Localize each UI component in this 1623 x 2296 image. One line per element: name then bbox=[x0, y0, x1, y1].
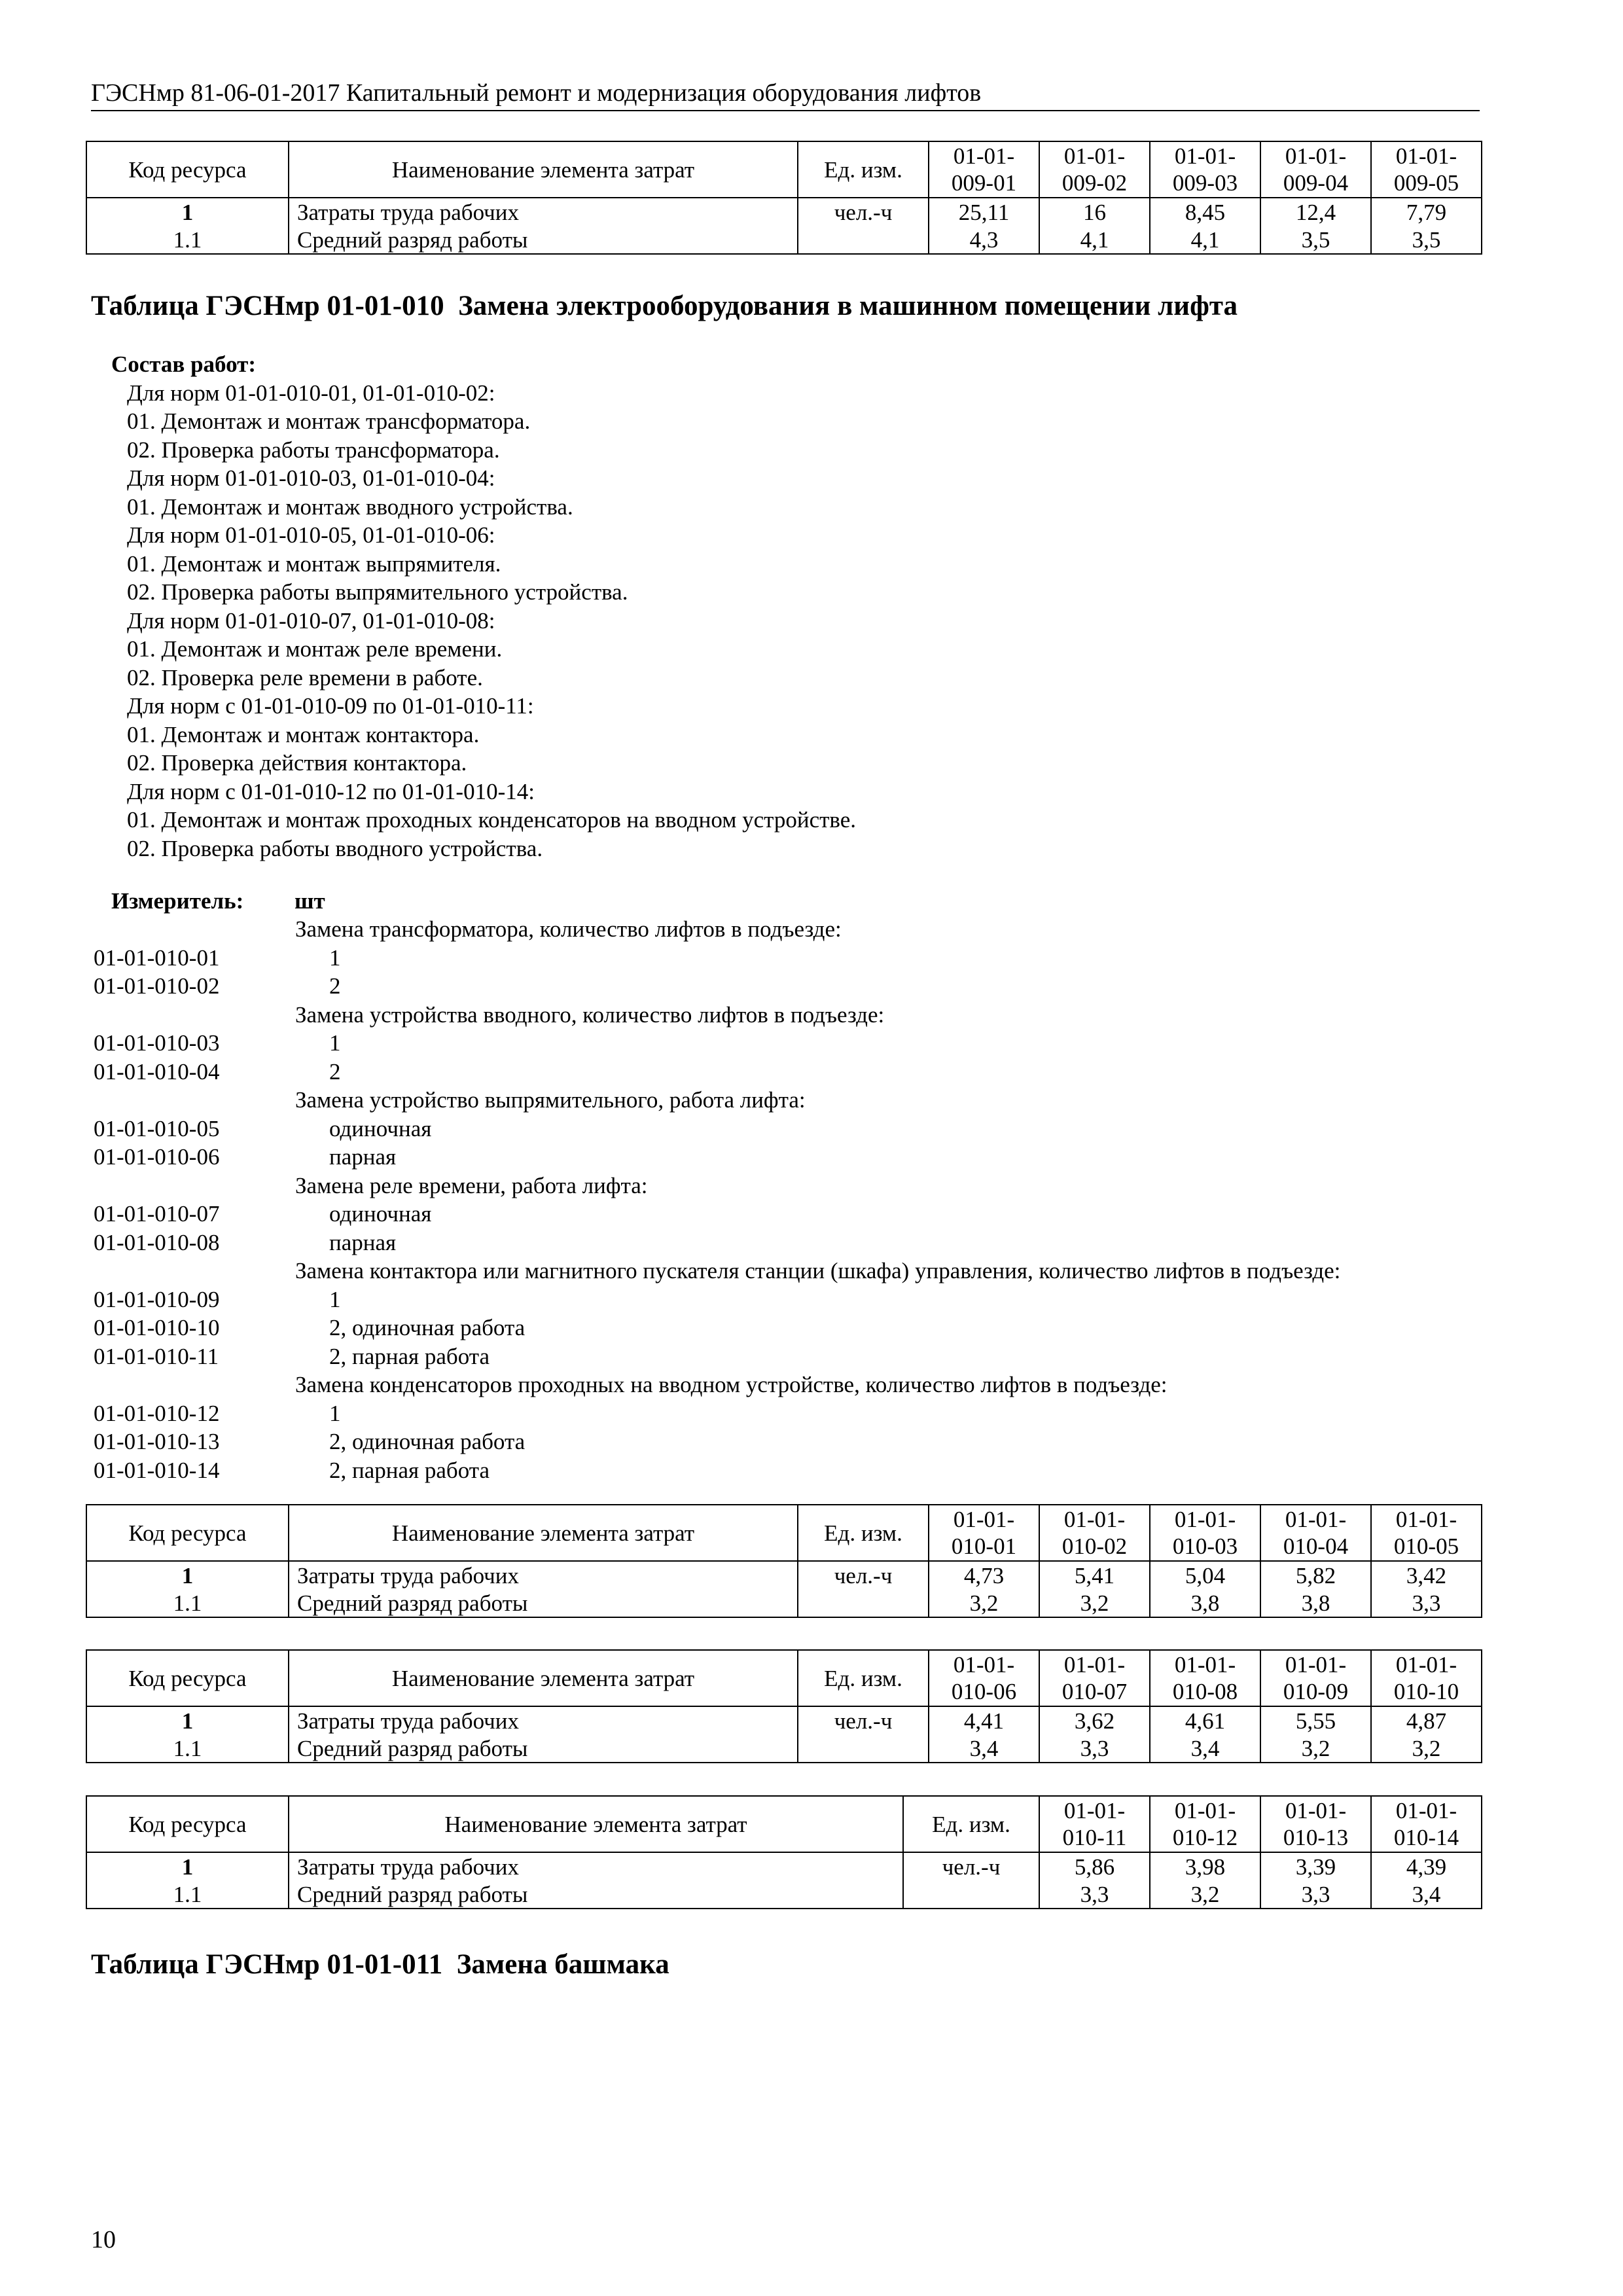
meter-row bbox=[94, 1456, 1468, 1485]
value-cell: 3,4 bbox=[1150, 1734, 1260, 1763]
work-composition-label: Состав работ: bbox=[111, 351, 256, 377]
norm-code: 01-01-010-08 bbox=[94, 1229, 220, 1255]
col-unit-header: Ед. изм. bbox=[798, 1505, 929, 1561]
value-cell: 5,04 bbox=[1150, 1561, 1260, 1589]
meter-row bbox=[94, 1001, 1468, 1030]
norm-parameter: 2, одиночная работа bbox=[329, 1429, 526, 1454]
col-norm-header: 01-01- 009-03 bbox=[1150, 141, 1260, 198]
value-cell: 3,5 bbox=[1371, 226, 1482, 254]
norm-code: 01-01-010-02 bbox=[94, 973, 220, 999]
resource-code: 1.1 bbox=[86, 226, 289, 254]
norm-parameter: 1 bbox=[329, 1030, 341, 1056]
col-norm-header: 01-01- 010-11 bbox=[1039, 1796, 1150, 1852]
value-cell: 5,82 bbox=[1260, 1561, 1371, 1589]
work-line: Для норм 01-01-010-07, 01-01-010-08: bbox=[127, 607, 495, 634]
value-cell: 12,4 bbox=[1260, 198, 1371, 226]
col-norm-header: 01-01- 010-10 bbox=[1371, 1650, 1482, 1706]
col-unit-header: Ед. изм. bbox=[798, 1650, 929, 1706]
col-norm-header: 01-01- 010-01 bbox=[929, 1505, 1039, 1561]
work-line: 02. Проверка действия контактора. bbox=[127, 750, 467, 776]
resource-name: Затраты труда рабочих bbox=[289, 1561, 798, 1589]
work-line: Для норм 01-01-010-03, 01-01-010-04: bbox=[127, 465, 495, 491]
meter-heading bbox=[111, 887, 325, 916]
col-norm-header: 01-01- 010-05 bbox=[1371, 1505, 1482, 1561]
meter-row bbox=[94, 1342, 1468, 1371]
resource-name: Средний разряд работы bbox=[289, 1589, 798, 1617]
table-row bbox=[86, 1589, 1482, 1617]
norm-parameter: 2, парная работа bbox=[329, 1343, 490, 1369]
col-name-header: Наименование элемента затрат bbox=[289, 1796, 903, 1852]
value-cell: 7,79 bbox=[1371, 198, 1482, 226]
table-header-row bbox=[86, 1505, 1482, 1561]
resource-unit: чел.-ч bbox=[798, 1706, 929, 1734]
meter-row bbox=[94, 1200, 1468, 1229]
table-row bbox=[86, 226, 1482, 254]
norm-table-010-06-10 bbox=[86, 1649, 1482, 1763]
norm-code: 01-01-010-12 bbox=[94, 1400, 220, 1426]
col-norm-header: 01-01- 010-13 bbox=[1260, 1796, 1371, 1852]
norm-code: 01-01-010-14 bbox=[94, 1457, 220, 1483]
page-number: 10 bbox=[91, 2226, 116, 2253]
resource-code: 1 bbox=[86, 1852, 289, 1880]
norm-code: 01-01-010-09 bbox=[94, 1286, 220, 1312]
resource-unit bbox=[903, 1880, 1039, 1909]
table-header-row bbox=[86, 1796, 1482, 1852]
resource-unit: чел.-ч bbox=[798, 198, 929, 226]
value-cell: 4,87 bbox=[1371, 1706, 1482, 1734]
resource-unit bbox=[798, 226, 929, 254]
norm-parameter: одиночная bbox=[329, 1115, 432, 1141]
value-cell: 5,41 bbox=[1039, 1561, 1150, 1589]
resource-name: Затраты труда рабочих bbox=[289, 198, 798, 226]
col-code-header: Код ресурса bbox=[86, 1796, 289, 1852]
norm-parameter: парная bbox=[329, 1144, 397, 1170]
norm-table-009 bbox=[86, 141, 1482, 255]
col-norm-header: 01-01- 010-03 bbox=[1150, 1505, 1260, 1561]
col-norm-header: 01-01- 010-07 bbox=[1039, 1650, 1150, 1706]
value-cell: 3,42 bbox=[1371, 1561, 1482, 1589]
norm-code: 01-01-010-03 bbox=[94, 1030, 220, 1056]
norm-parameter: 1 bbox=[329, 1400, 341, 1426]
norm-parameter: 1 bbox=[329, 1286, 341, 1312]
norm-code: 01-01-010-13 bbox=[94, 1429, 220, 1454]
table-row bbox=[86, 1734, 1482, 1763]
col-name-header: Наименование элемента затрат bbox=[289, 141, 798, 198]
norm-parameter: парная bbox=[329, 1229, 397, 1255]
meter-row bbox=[94, 972, 1468, 1001]
value-cell: 3,3 bbox=[1371, 1589, 1482, 1617]
resource-code: 1 bbox=[86, 198, 289, 226]
col-norm-header: 01-01- 010-08 bbox=[1150, 1650, 1260, 1706]
meter-row bbox=[94, 1115, 1468, 1143]
meter-row bbox=[94, 1229, 1468, 1257]
work-line: 02. Проверка работы трансформатора. bbox=[127, 437, 500, 463]
value-cell: 4,61 bbox=[1150, 1706, 1260, 1734]
resource-name: Затраты труда рабочих bbox=[289, 1852, 903, 1880]
norm-code: 01-01-010-11 bbox=[94, 1343, 219, 1369]
meter-row bbox=[94, 1371, 1468, 1399]
resource-name: Средний разряд работы bbox=[289, 1880, 903, 1909]
table-row bbox=[86, 1561, 1482, 1589]
col-norm-header: 01-01- 010-14 bbox=[1371, 1796, 1482, 1852]
norm-parameter: одиночная bbox=[329, 1201, 432, 1227]
meter-group-title: Замена устройство выпрямительного, работа лифта: bbox=[295, 1087, 806, 1113]
col-norm-header: 01-01- 010-09 bbox=[1260, 1650, 1371, 1706]
value-cell: 4,3 bbox=[929, 226, 1039, 254]
value-cell: 3,98 bbox=[1150, 1852, 1260, 1880]
resource-name: Средний разряд работы bbox=[289, 1734, 798, 1763]
col-code-header: Код ресурса bbox=[86, 1505, 289, 1561]
norm-code: 01-01-010-04 bbox=[94, 1058, 220, 1085]
meter-row bbox=[94, 1314, 1468, 1342]
meter-row bbox=[94, 1143, 1468, 1172]
resource-code: 1.1 bbox=[86, 1589, 289, 1617]
resource-name: Затраты труда рабочих bbox=[289, 1706, 798, 1734]
work-line: Для норм 01-01-010-05, 01-01-010-06: bbox=[127, 522, 495, 548]
norm-code: 01-01-010-01 bbox=[94, 944, 220, 971]
value-cell: 5,86 bbox=[1039, 1852, 1150, 1880]
meter-group-title: Замена реле времени, работа лифта: bbox=[295, 1172, 648, 1198]
norm-code: 01-01-010-06 bbox=[94, 1144, 220, 1170]
value-cell: 3,3 bbox=[1260, 1880, 1371, 1909]
table-header-row bbox=[86, 141, 1482, 198]
work-line: 01. Демонтаж и монтаж вводного устройства. bbox=[127, 493, 573, 520]
meter-row bbox=[94, 1257, 1468, 1285]
meter-row bbox=[94, 1029, 1468, 1058]
meter-unit: шт bbox=[294, 888, 325, 914]
col-code-header: Код ресурса bbox=[86, 141, 289, 198]
value-cell: 3,3 bbox=[1039, 1734, 1150, 1763]
col-norm-header: 01-01- 009-05 bbox=[1371, 141, 1482, 198]
norm-code: 01-01-010-05 bbox=[94, 1115, 220, 1141]
meter-row bbox=[94, 1285, 1468, 1314]
value-cell: 3,4 bbox=[929, 1734, 1039, 1763]
value-cell: 3,3 bbox=[1039, 1880, 1150, 1909]
value-cell: 3,5 bbox=[1260, 226, 1371, 254]
value-cell: 4,1 bbox=[1039, 226, 1150, 254]
value-cell: 3,39 bbox=[1260, 1852, 1371, 1880]
col-norm-header: 01-01- 009-02 bbox=[1039, 141, 1150, 198]
col-norm-header: 01-01- 009-01 bbox=[929, 141, 1039, 198]
resource-unit bbox=[798, 1589, 929, 1617]
value-cell: 3,8 bbox=[1260, 1589, 1371, 1617]
resource-code: 1.1 bbox=[86, 1880, 289, 1909]
col-code-header: Код ресурса bbox=[86, 1650, 289, 1706]
col-norm-header: 01-01- 010-02 bbox=[1039, 1505, 1150, 1561]
resource-unit: чел.-ч bbox=[798, 1561, 929, 1589]
meter-row bbox=[94, 1399, 1468, 1428]
value-cell: 3,2 bbox=[1371, 1734, 1482, 1763]
work-line: Для норм с 01-01-010-12 по 01-01-010-14: bbox=[127, 778, 535, 804]
value-cell: 3,4 bbox=[1371, 1880, 1482, 1909]
value-cell: 3,2 bbox=[1039, 1589, 1150, 1617]
value-cell: 4,73 bbox=[929, 1561, 1039, 1589]
norm-parameter: 2, одиночная работа bbox=[329, 1315, 526, 1340]
col-unit-header: Ед. изм. bbox=[798, 141, 929, 198]
meter-row bbox=[94, 1427, 1468, 1456]
table-row bbox=[86, 1880, 1482, 1909]
norm-parameter: 2, парная работа bbox=[329, 1457, 490, 1483]
resource-name: Средний разряд работы bbox=[289, 226, 798, 254]
col-norm-header: 01-01- 010-04 bbox=[1260, 1505, 1371, 1561]
col-norm-header: 01-01- 010-12 bbox=[1150, 1796, 1260, 1852]
work-lines-list bbox=[111, 379, 856, 863]
resource-unit: чел.-ч bbox=[903, 1852, 1039, 1880]
table-row bbox=[86, 1706, 1482, 1734]
resource-code: 1 bbox=[86, 1561, 289, 1589]
resource-code: 1.1 bbox=[86, 1734, 289, 1763]
work-line: 02. Проверка работы вводного устройства. bbox=[127, 835, 543, 861]
meter-group-title: Замена устройства вводного, количество лифтов в подъезде: bbox=[295, 1001, 885, 1028]
value-cell: 8,45 bbox=[1150, 198, 1260, 226]
col-name-header: Наименование элемента затрат bbox=[289, 1505, 798, 1561]
value-cell: 5,55 bbox=[1260, 1706, 1371, 1734]
meter-group-title: Замена трансформатора, количество лифтов в подъезде: bbox=[295, 916, 842, 942]
work-line: 02. Проверка реле времени в работе. bbox=[127, 664, 483, 691]
page-header: ГЭСНмр 81-06-01-2017 Капитальный ремонт и модернизация оборудования лифтов bbox=[91, 77, 1480, 111]
table-row bbox=[86, 198, 1482, 226]
meter-list bbox=[94, 915, 1468, 1484]
work-line: Для норм 01-01-010-01, 01-01-010-02: bbox=[127, 380, 495, 406]
meter-row bbox=[94, 915, 1468, 944]
work-line: 02. Проверка работы выпрямительного устройства. bbox=[127, 579, 628, 605]
value-cell: 3,2 bbox=[929, 1589, 1039, 1617]
section-title-011: Таблица ГЭСНмр 01-01-011 Замена башмака bbox=[91, 1949, 669, 1980]
col-unit-header: Ед. изм. bbox=[903, 1796, 1039, 1852]
value-cell: 25,11 bbox=[929, 198, 1039, 226]
norm-code: 01-01-010-07 bbox=[94, 1201, 220, 1227]
value-cell: 4,1 bbox=[1150, 226, 1260, 254]
norm-table-010-11-14 bbox=[86, 1795, 1482, 1909]
norm-parameter: 2 bbox=[329, 973, 341, 999]
work-composition bbox=[111, 350, 856, 863]
value-cell: 16 bbox=[1039, 198, 1150, 226]
col-name-header: Наименование элемента затрат bbox=[289, 1650, 798, 1706]
norm-code: 01-01-010-10 bbox=[94, 1315, 220, 1340]
value-cell: 4,41 bbox=[929, 1706, 1039, 1734]
meter-group-title: Замена контактора или магнитного пускателя станции (шкафа) управления, количество лифтов в подъезде: bbox=[295, 1258, 1341, 1283]
table-row bbox=[86, 1852, 1482, 1880]
meter-row bbox=[94, 944, 1468, 973]
section-title-010: Таблица ГЭСНмр 01-01-010 Замена электрооборудования в машинном помещении лифта bbox=[91, 291, 1238, 321]
table-header-row bbox=[86, 1650, 1482, 1706]
meter-row bbox=[94, 1172, 1468, 1200]
norm-table-010-01-05 bbox=[86, 1504, 1482, 1618]
work-line: Для норм с 01-01-010-09 по 01-01-010-11: bbox=[127, 693, 534, 719]
value-cell: 3,2 bbox=[1150, 1880, 1260, 1909]
col-norm-header: 01-01- 010-06 bbox=[929, 1650, 1039, 1706]
norm-parameter: 1 bbox=[329, 944, 341, 971]
meter-row bbox=[94, 1086, 1468, 1115]
meter-label: Измеритель: bbox=[111, 888, 244, 914]
col-norm-header: 01-01- 009-04 bbox=[1260, 141, 1371, 198]
work-line: 01. Демонтаж и монтаж реле времени. bbox=[127, 636, 503, 662]
work-line: 01. Демонтаж и монтаж проходных конденсаторов на вводном устройстве. bbox=[127, 807, 857, 833]
work-line: 01. Демонтаж и монтаж контактора. bbox=[127, 721, 480, 747]
meter-row bbox=[94, 1058, 1468, 1086]
resource-unit bbox=[798, 1734, 929, 1763]
work-line: 01. Демонтаж и монтаж выпрямителя. bbox=[127, 550, 501, 577]
meter-group-title: Замена конденсаторов проходных на вводном устройстве, количество лифтов в подъезде: bbox=[295, 1372, 1168, 1397]
work-line: 01. Демонтаж и монтаж трансформатора. bbox=[127, 408, 531, 434]
resource-code: 1 bbox=[86, 1706, 289, 1734]
value-cell: 3,2 bbox=[1260, 1734, 1371, 1763]
value-cell: 4,39 bbox=[1371, 1852, 1482, 1880]
value-cell: 3,62 bbox=[1039, 1706, 1150, 1734]
norm-parameter: 2 bbox=[329, 1058, 341, 1085]
value-cell: 3,8 bbox=[1150, 1589, 1260, 1617]
